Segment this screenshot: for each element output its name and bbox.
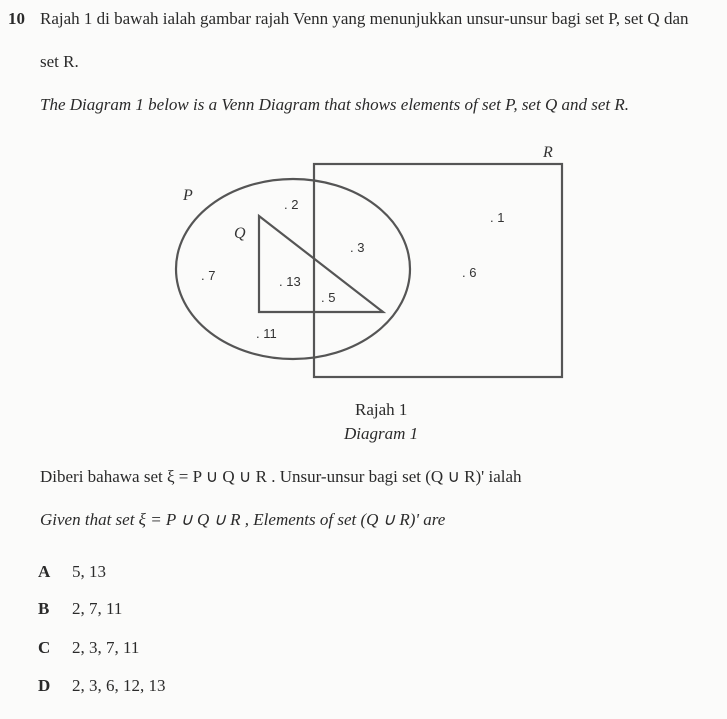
question-text-malay-cont: set R. [40,52,79,71]
caption-english: Diagram 1 [344,424,419,443]
element-6: . 6 [462,265,477,280]
option-text: 2, 3, 7, 11 [72,638,140,657]
label-q: Q [234,225,246,242]
given-malay: Diberi bahawa set ξ = P ∪ Q ∪ R . Unsur-unsur bagi set (Q ∪ R)' ialah [40,467,522,486]
option-letter: A [38,562,51,581]
question-text-malay: Rajah 1 di bawah ialah gambar rajah Venn yang menunjukkan unsur-unsur bagi set P, set Q dan [40,9,689,28]
label-r: R [543,144,553,161]
element-7: . 7 [201,268,216,283]
option-text: 2, 3, 6, 12, 13 [72,676,166,695]
element-3: . 3 [350,240,365,255]
element-1: . 1 [490,210,505,225]
caption-malay: Rajah 1 [355,400,408,419]
question-text-english: The Diagram 1 below is a Venn Diagram that shows elements of set P, set Q and set R. [40,95,629,114]
option-text: 5, 13 [72,562,106,581]
option-letter: C [38,638,51,657]
label-p: P [183,187,193,204]
option-letter: D [38,676,51,695]
element-2: . 2 [284,197,299,212]
option-letter: B [38,599,50,618]
element-11: . 11 [256,326,277,341]
set-r-rectangle [314,164,562,377]
question-number: 10 [8,9,25,28]
element-13: . 13 [279,274,301,289]
option-text: 2, 7, 11 [72,599,123,618]
given-english: Given that set ξ = P ∪ Q ∪ R , Elements of set (Q ∪ R)' are [40,510,446,529]
element-5: . 5 [321,290,336,305]
